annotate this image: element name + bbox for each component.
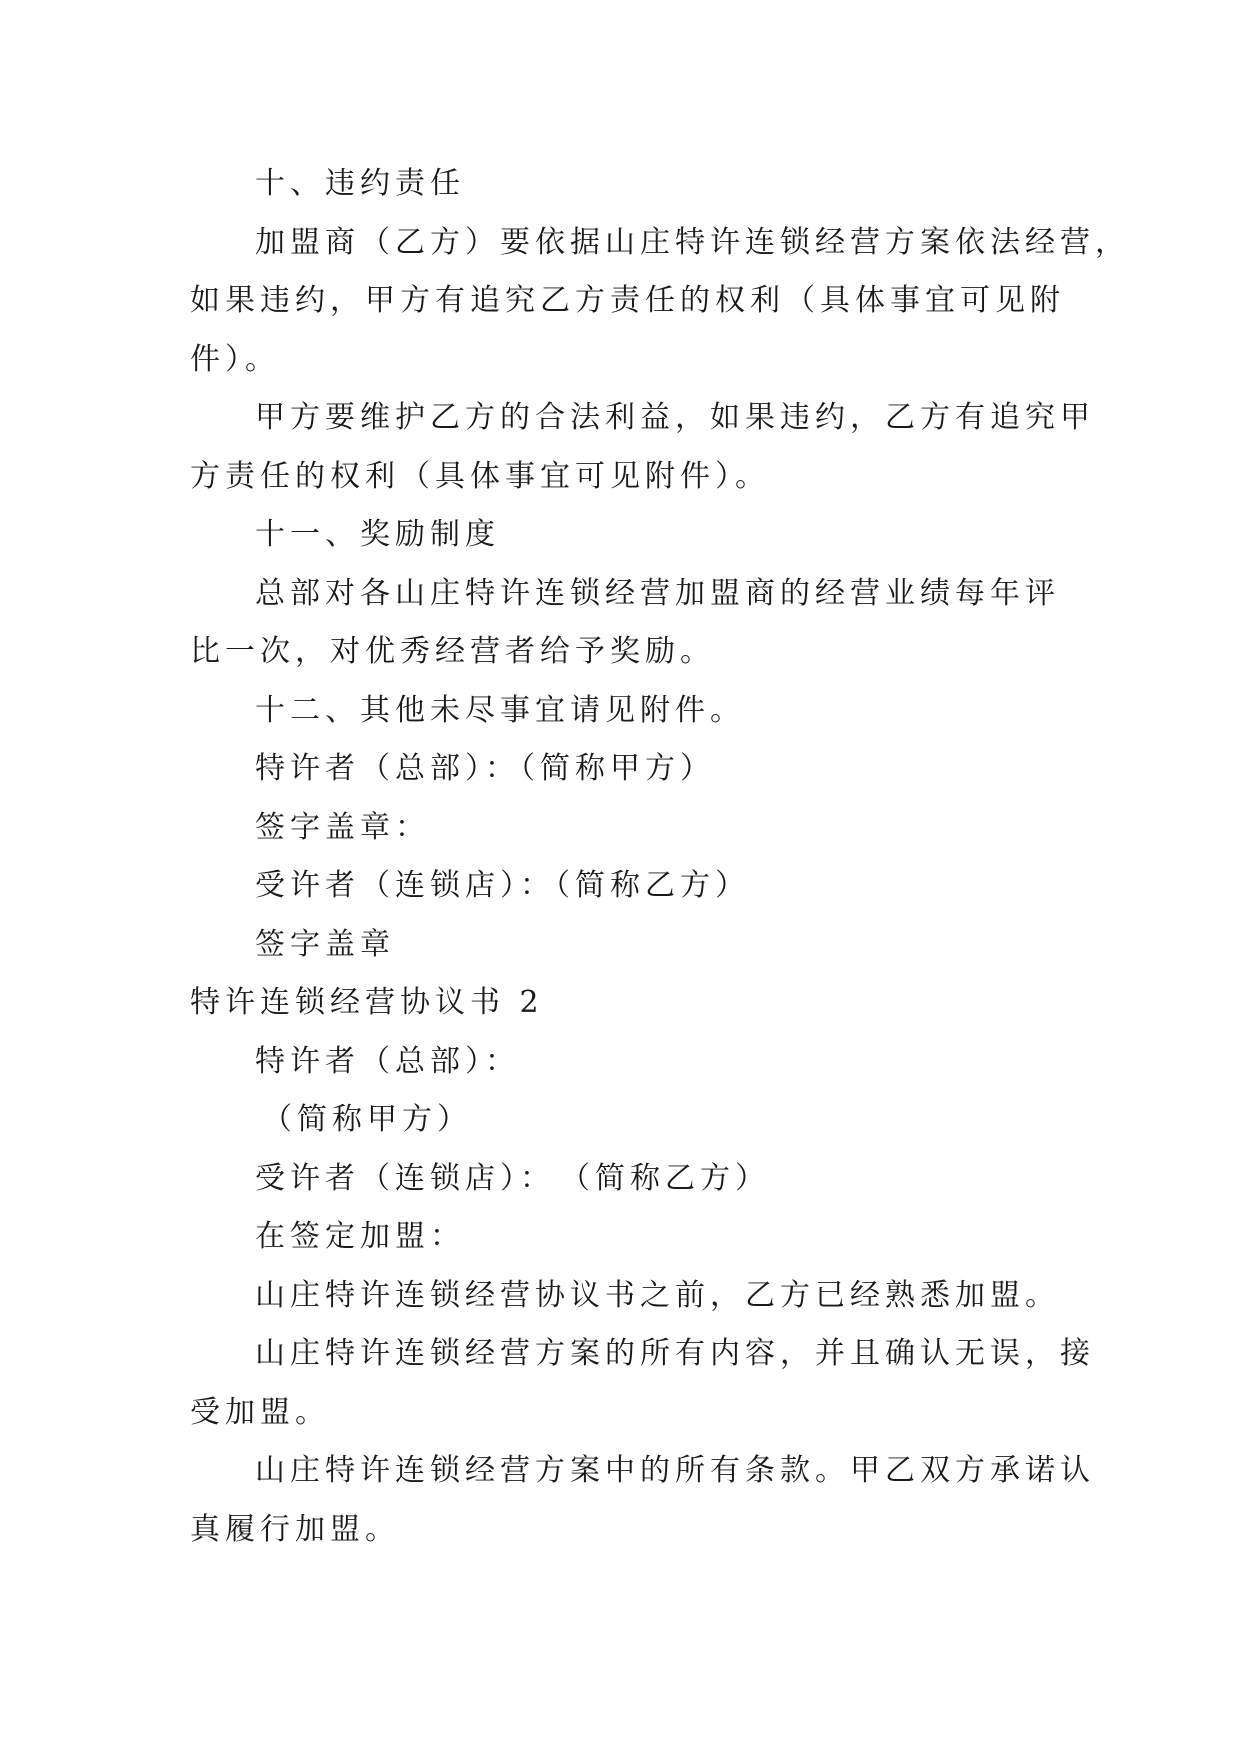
paragraph-line: 山庄特许连锁经营方案中的所有条款。甲乙双方承诺认 <box>255 1453 1095 1488</box>
signature-line: 签字盖章 <box>255 926 395 962</box>
paragraph-line: 在签定加盟： <box>255 1219 465 1254</box>
heading-breach-liability: 十、违约责任 <box>255 166 465 201</box>
paragraph-line: 甲方要维护乙方的合法利益，如果违约，乙方有追究甲 <box>255 400 1095 435</box>
signature-line: 签字盖章： <box>255 809 430 845</box>
section-title-agreement-2: 特许连锁经营协议书 2 <box>190 985 544 1020</box>
paragraph-line: 山庄特许连锁经营协议书之前，乙方已经熟悉加盟。 <box>255 1277 1060 1313</box>
paragraph-line: 如果违约，甲方有追究乙方责任的权利（具体事宜可见附 <box>190 283 1065 318</box>
paragraph-line: 山庄特许连锁经营方案的所有内容，并且确认无误，接 <box>255 1336 1095 1371</box>
heading-other-matters: 十二、其他未尽事宜请见附件。 <box>255 692 745 728</box>
paragraph-line: 真履行加盟。 <box>190 1511 400 1547</box>
paragraph-line: 方责任的权利（具体事宜可见附件）。 <box>190 458 770 494</box>
paragraph-line: 比一次，对优秀经营者给予奖励。 <box>190 634 715 669</box>
franchisor-line: 特许者（总部）： <box>255 1043 520 1079</box>
franchisor-line: 特许者（总部）：（简称甲方） <box>255 751 715 786</box>
franchisee-line: 受许者（连锁店）：（简称乙方） <box>255 868 750 903</box>
franchisee-line: 受许者（连锁店）： （简称乙方） <box>255 1160 770 1196</box>
paragraph-line: 件）。 <box>190 341 280 377</box>
paragraph-line: 受加盟。 <box>190 1394 330 1430</box>
heading-reward-system: 十一、奖励制度 <box>255 517 500 552</box>
franchisor-abbreviation: （简称甲方） <box>262 1102 472 1137</box>
document-page <box>190 155 1130 1559</box>
paragraph-line: 加盟商（乙方）要依据山庄特许连锁经营方案依法经营， <box>255 224 1130 260</box>
paragraph-line: 总部对各山庄特许连锁经营加盟商的经营业绩每年评 <box>255 575 1060 611</box>
